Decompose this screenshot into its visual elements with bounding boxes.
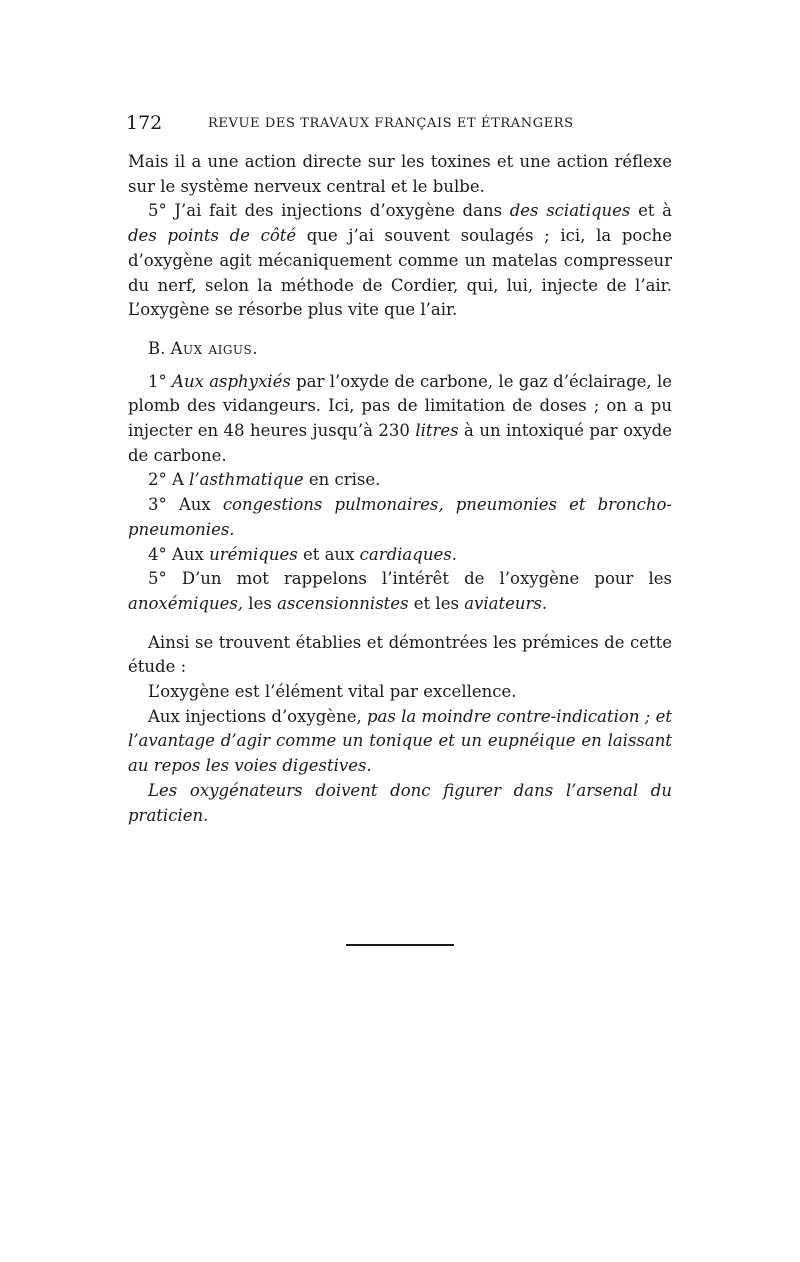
list-item-4 [128, 543, 672, 568]
text-run: que j’ai souvent soulagés ; ici, la poche d’oxygène agit mécaniquement comme un matelas compresseur du nerf, selon la méthode de Cordier, qui, lui, injecte de l’air. L’oxygène se résorbe plus vite que l’air. [128, 226, 672, 320]
section-title: Aux aigus. [170, 338, 259, 358]
list-item-5 [128, 567, 672, 616]
text-run: 5° D’un mot rappelons l’intérêt de l’oxygène pour les [148, 569, 672, 589]
italic-run: Aux asphyxiés [172, 371, 291, 391]
list-item-2 [128, 468, 672, 493]
italic-run: Les oxygénateurs doivent donc figurer dans l’arsenal du praticien. [128, 780, 672, 825]
body-text [128, 150, 672, 828]
text-run: à un intoxiqué par oxyde de carbone. [128, 421, 673, 465]
paragraph-2 [128, 199, 672, 323]
italic-run: litres [415, 421, 459, 441]
closing-rule [346, 944, 454, 946]
italic-run: congestions pulmonaires, pneumonies et broncho-pneumonies. [128, 495, 672, 539]
conclusion-paragraph-3 [128, 705, 672, 779]
text-run: par l’oxyde de carbone, le gaz d’éclairage, le plomb des vidangeurs. Ici, pas de limitation de doses ; on a pu injecter en 48 heures jusqu’à 230 [128, 371, 672, 441]
italic-run: ascensionnistes [277, 593, 409, 613]
section-letter: B. [148, 338, 171, 358]
text-run: 3° Aux [148, 495, 223, 515]
text-run: 1° [148, 371, 173, 391]
list-item-3 [128, 493, 672, 542]
text-run: L’oxygène est l’élément vital par excellence. [148, 682, 517, 702]
conclusion-paragraph-4 [128, 779, 672, 828]
text-run: 5° J’ai fait des injections d’oxygène dans [148, 201, 510, 221]
text-run: 4° Aux [148, 544, 210, 564]
italic-run: l’asthmatique [189, 470, 304, 490]
italic-run: anoxémiques, [128, 593, 244, 613]
text-run: et à [630, 201, 672, 221]
conclusion-paragraph-1 [128, 631, 672, 680]
section-heading [128, 337, 672, 362]
italic-run: cardiaques. [359, 544, 457, 564]
text-run: les [243, 593, 278, 613]
italic-run: pas la moindre contre-indication ; et l’avantage d’agir comme un tonique et un eupnéique en laissant au repos les voies digestives. [128, 706, 673, 776]
text-run: en crise. [303, 470, 381, 490]
text-run: et aux [297, 544, 360, 564]
paragraph-1 [128, 150, 672, 199]
italic-run: des sciatiques [509, 201, 631, 221]
italic-run: urémiques [209, 544, 298, 564]
text-run: Aux injections d’oxygène, [148, 706, 367, 726]
text-run: Mais il a une action directe sur les toxines et une action réflexe sur le système nerveux central et le bulbe. [128, 152, 672, 196]
text-run: 2° A [148, 470, 190, 490]
list-item-1 [128, 370, 672, 469]
page-number: 172 [126, 112, 163, 134]
page-header [126, 112, 674, 138]
running-head: REVUE DES TRAVAUX FRANÇAIS ET ÉTRANGERS [208, 116, 574, 131]
italic-run: des points de côté [128, 226, 297, 246]
text-run: Ainsi se trouvent établies et démontrées les prémices de cette étude : [128, 632, 672, 677]
italic-run: aviateurs. [464, 593, 548, 613]
text-run: et les [408, 593, 465, 613]
conclusion-paragraph-2 [128, 680, 672, 705]
